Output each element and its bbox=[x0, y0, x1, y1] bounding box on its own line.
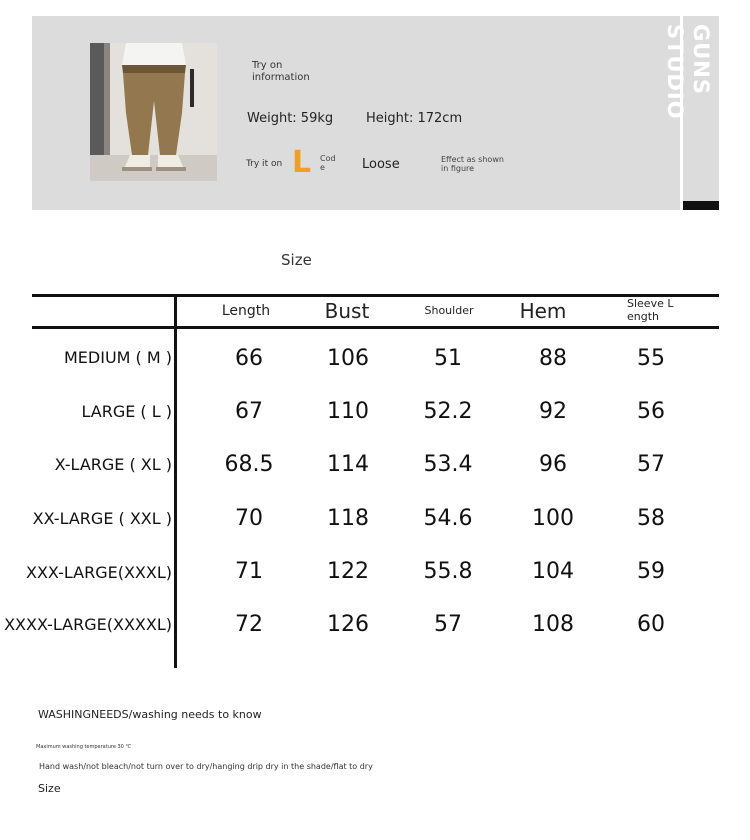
weight-text: Weight: 59kg bbox=[247, 111, 334, 126]
cell-bust-m: 106 bbox=[327, 346, 369, 371]
table-header-rule bbox=[32, 326, 719, 329]
cell-bust-l: 110 bbox=[327, 399, 369, 424]
cell-hem-xxxxl: 108 bbox=[532, 612, 574, 637]
cell-shoulder-l: 52.2 bbox=[423, 399, 473, 424]
model-photo bbox=[90, 43, 217, 181]
column-header-shoulder: Shoulder bbox=[423, 297, 475, 325]
cell-sleeve-xxxxl: 60 bbox=[637, 612, 665, 637]
code-label: Code bbox=[320, 154, 336, 172]
cell-sleeve-xl: 57 bbox=[637, 452, 665, 477]
fit-text: Loose bbox=[362, 157, 400, 172]
cell-bust-xl: 114 bbox=[327, 452, 369, 477]
table-row-label-divider bbox=[174, 294, 177, 668]
washing-temperature: Maximum washing temperature 30 ℃ bbox=[36, 744, 132, 750]
row-label-xl: X-LARGE ( XL ) bbox=[54, 455, 172, 474]
cell-hem-xl: 96 bbox=[539, 452, 567, 477]
row-label-medium: MEDIUM ( M ) bbox=[63, 348, 172, 367]
cell-sleeve-xxl: 58 bbox=[637, 506, 665, 531]
cell-length-xxxxl: 72 bbox=[235, 612, 263, 637]
size-chart-title: Size bbox=[281, 251, 312, 269]
cell-shoulder-xxxl: 55.8 bbox=[423, 559, 473, 584]
cell-bust-xxl: 118 bbox=[327, 506, 369, 531]
row-label-large: LARGE ( L ) bbox=[81, 402, 172, 421]
cell-length-xxxl: 71 bbox=[235, 559, 263, 584]
size-footer: Size bbox=[38, 782, 61, 795]
cell-sleeve-m: 55 bbox=[637, 346, 665, 371]
brand-strip bbox=[663, 16, 719, 210]
row-label-xxxl: XXX-LARGE(XXXL) bbox=[26, 563, 172, 582]
cell-shoulder-xxl: 54.6 bbox=[423, 506, 473, 531]
cell-length-l: 67 bbox=[235, 399, 263, 424]
cell-sleeve-l: 56 bbox=[637, 399, 665, 424]
washing-instructions: Hand wash/not bleach/not turn over to dry/hanging drip dry in the shade/flat to dry bbox=[39, 762, 373, 771]
cell-shoulder-xxxxl: 57 bbox=[434, 612, 462, 637]
cell-sleeve-xxxl: 59 bbox=[637, 559, 665, 584]
brand-bar bbox=[683, 201, 719, 210]
column-header-hem: Hem bbox=[514, 297, 572, 325]
cell-length-m: 66 bbox=[235, 346, 263, 371]
cell-bust-xxxxl: 126 bbox=[327, 612, 369, 637]
cell-shoulder-xl: 53.4 bbox=[423, 452, 473, 477]
brand-logo: GUNS STUDIO bbox=[663, 24, 713, 120]
column-header-length: Length bbox=[219, 297, 273, 325]
model-photo-illustration bbox=[90, 43, 217, 181]
column-header-sleeve-length: Sleeve Length bbox=[627, 297, 680, 325]
cell-length-xxl: 70 bbox=[235, 506, 263, 531]
try-it-on-label: Try it on bbox=[246, 159, 283, 169]
row-label-xxxxl: XXXX-LARGE(XXXXL) bbox=[4, 615, 172, 634]
cell-length-xl: 68.5 bbox=[224, 452, 274, 477]
effect-note: Effect as shown in figure bbox=[441, 155, 504, 173]
washing-title: WASHINGNEEDS/washing needs to know bbox=[38, 708, 262, 721]
cell-hem-xxxl: 104 bbox=[532, 559, 574, 584]
tryon-heading: Try on information bbox=[252, 60, 310, 83]
tryon-size-letter: L bbox=[292, 145, 312, 180]
cell-hem-m: 88 bbox=[539, 346, 567, 371]
height-text: Height: 172cm bbox=[366, 111, 463, 126]
cell-hem-l: 92 bbox=[539, 399, 567, 424]
cell-bust-xxxl: 122 bbox=[327, 559, 369, 584]
row-label-xxl: XX-LARGE ( XXL ) bbox=[32, 509, 172, 528]
cell-shoulder-m: 51 bbox=[434, 346, 462, 371]
column-header-bust: Bust bbox=[315, 297, 379, 325]
cell-hem-xxl: 100 bbox=[532, 506, 574, 531]
